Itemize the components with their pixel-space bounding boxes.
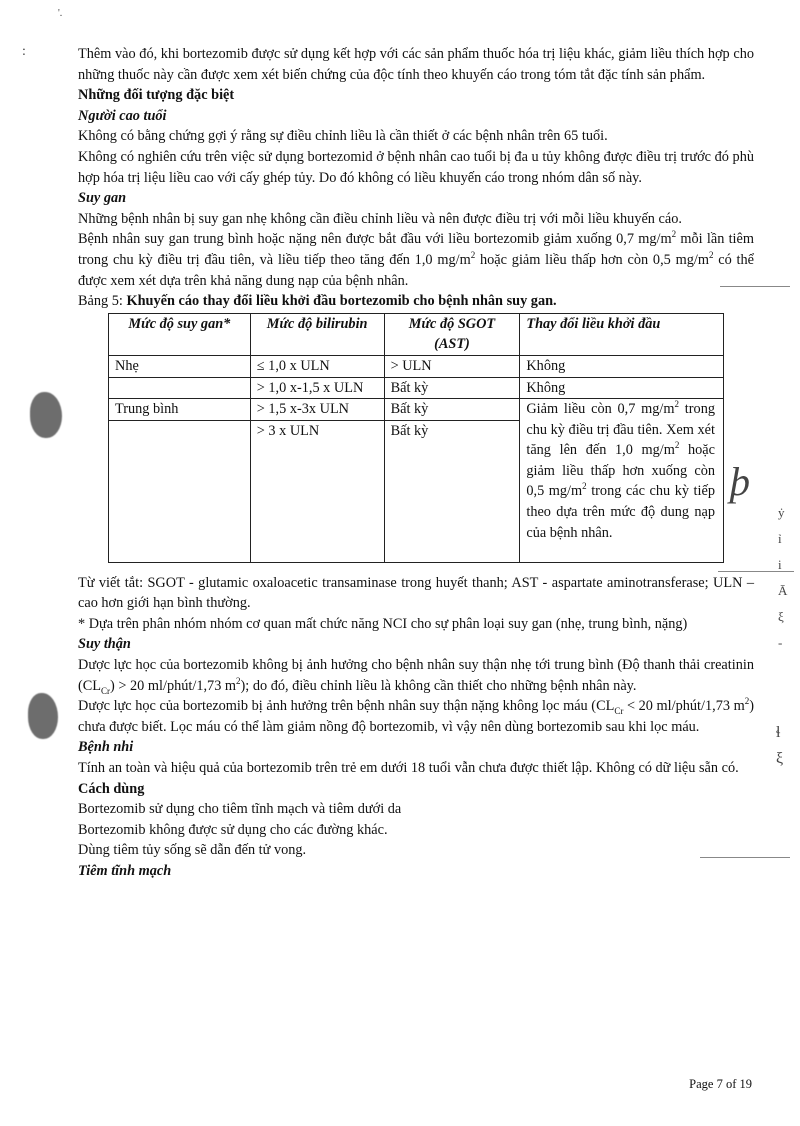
table-cell: Bất kỳ [384, 420, 520, 562]
punch-hole-bottom [28, 693, 58, 739]
punch-hole-top [30, 392, 62, 438]
hepatic-heading: Suy gan [78, 190, 127, 207]
table-cell: > 3 x ULN [250, 420, 384, 562]
dose-adjustment-cell: Giảm liều còn 0,7 $mg/m^2$ trong chu kỳ điều trị đầu tiên. Xem xét tăng lên đến 1,0 $mg/m^2$ hoặc giảm liều thấp hơn xuống còn 0,5 $mg/m^2$ trong các chu kỳ tiếp theo dựa trên mức độ dung nạp của bệnh nhân. [520, 399, 724, 563]
table-row [109, 399, 724, 421]
table-cell: > ULN [384, 355, 520, 377]
table-cell: > 1,0 x-1,5 x ULN [250, 377, 384, 399]
table-header: Mức độ SGOT (AST) [384, 313, 520, 355]
elderly-heading: Người cao tuổi [78, 107, 167, 124]
handwritten-mark: þ [730, 459, 750, 504]
table-cell [109, 420, 251, 562]
hepatic-paragraph-1: Những bệnh nhân bị suy gan nhẹ không cần điều chỉnh liều và nên được điều trị với mỗi liều khuyến cáo. [78, 210, 682, 227]
elderly-paragraph-2: Không có nghiên cứu trên việc sử dụng bortezomid ở bệnh nhân cao tuổi bị đa u tủy không được điều trị trước đó phù hợp hóa trị liệu liều cao với cấy ghép tủy. Do đó không có liều khuyến cáo trong nhóm dân số này. [78, 148, 754, 186]
pediatric-heading: Bệnh nhi [78, 739, 134, 756]
renal-paragraph-1: Dược lực học của bortezomib không bị ảnh hưởng cho bệnh nhân suy thận nhẹ tới trung bình (Độ thanh thải creatinin $(CL_{Cr}) > 20$ ml/phút/1,73 $m^2$); do đó, điều chỉnh liều là không cần thiết cho những bệnh nhân này. [78, 657, 754, 696]
special-populations-heading: Những đối tượng đặc biệt [78, 87, 235, 104]
renal-paragraph-2: Dược lực học của bortezomib bị ảnh hưởng trên bệnh nhân suy thận nặng không lọc máu ($CL_{Cr} < 20$ ml/phút/1,73 $m^2$) chưa được biết. Lọc máu có thể làm giảm nồng độ bortezomib, vì vậy nên dùng bortezomib sau khi lọc máu. [78, 696, 754, 735]
table-row [109, 377, 724, 399]
margin-mark-left: : [22, 44, 26, 59]
pediatric-paragraph: Tính an toàn và hiệu quả của bortezomib trên trẻ em dưới 18 tuổi vẫn chưa được thiết lập. Không có dữ liệu sẵn có. [78, 760, 739, 777]
table-cell: > 1,5 x-3x ULN [250, 399, 384, 421]
usage-line-1: Bortezomib sử dụng cho tiêm tĩnh mạch và tiêm dưới da [78, 801, 402, 818]
margin-scribble-2: ɬ ξ [776, 724, 784, 767]
table-cell: ≤ 1,0 x ULN [250, 355, 384, 377]
abbreviations: Từ viết tắt: SGOT - glutamic oxaloacetic transaminase trong huyết thanh; AST - aspartate aminotransferase; ULN – cao hơn giới hạn bình thường. [78, 574, 754, 612]
table-cell: Không [520, 355, 724, 377]
intro-paragraph: Thêm vào đó, khi bortezomib được sử dụng kết hợp với các sản phẩm thuốc hóa trị liệu khác, giảm liều thích hợp cho những thuốc này cần được xem xét biến chứng của độc tính theo khuyến cáo trong tóm tắt đặc tính sản phẩm. [78, 46, 754, 83]
table-footnote: * Dựa trên phân nhóm nhóm cơ quan mất chức năng NCI cho sự phân loại suy gan (nhẹ, trung bình, nặng) [78, 615, 688, 632]
table-caption: Bảng 5: Khuyến cáo thay đổi liều khởi đầu bortezomib cho bệnh nhân suy gan. [78, 293, 557, 310]
iv-heading: Tiêm tĩnh mạch [78, 863, 172, 879]
table-cell [109, 377, 251, 399]
hepatic-paragraph-2: Bệnh nhân suy gan trung bình hoặc nặng nên được bắt đầu với liều bortezomib giảm xuống 0,7 $mg/m^2$ mỗi lần tiêm trong chu kỳ điều trị đầu tiên, và liều tiếp theo tăng đến 1,0 $mg/m^2$ hoặc giảm liều thấp hơn còn 0,5 $mg/m^2$ có thể được xem xét dựa trên khả năng dung nạp của bệnh nhân. [78, 229, 755, 289]
table-cell: Nhẹ [109, 355, 251, 377]
table-row [109, 355, 724, 377]
margin-scribble: ẏ ỉ i Ā ξ - [778, 505, 788, 650]
usage-line-2: Bortezomib không được sử dụng cho các đường khác. [78, 821, 388, 838]
table-cell: Không [520, 377, 724, 399]
renal-heading: Suy thận [78, 636, 131, 653]
elderly-paragraph-1: Không có bằng chứng gợi ý rằng sự điều chỉnh liều là cần thiết ở các bệnh nhân trên 65 tuổi. [78, 128, 608, 145]
hepatic-dose-table [108, 313, 724, 563]
page-number: Page 7 of 19 [689, 1077, 752, 1091]
table-header-row [109, 313, 724, 355]
table-header: Thay đổi liều khởi đầu [520, 313, 724, 355]
table-header: Mức độ suy gan* [109, 313, 251, 355]
margin-mark-top-left: '. [58, 8, 63, 19]
table-cell: Bất kỳ [384, 399, 520, 421]
usage-heading: Cách dùng [78, 780, 145, 797]
table-cell: Trung bình [109, 399, 251, 421]
usage-line-3: Dùng tiêm tủy sống sẽ dẫn đến tử vong. [78, 842, 307, 859]
document-page [78, 44, 754, 882]
table-header: Mức độ bilirubin [250, 313, 384, 355]
table-cell: Bất kỳ [384, 377, 520, 399]
